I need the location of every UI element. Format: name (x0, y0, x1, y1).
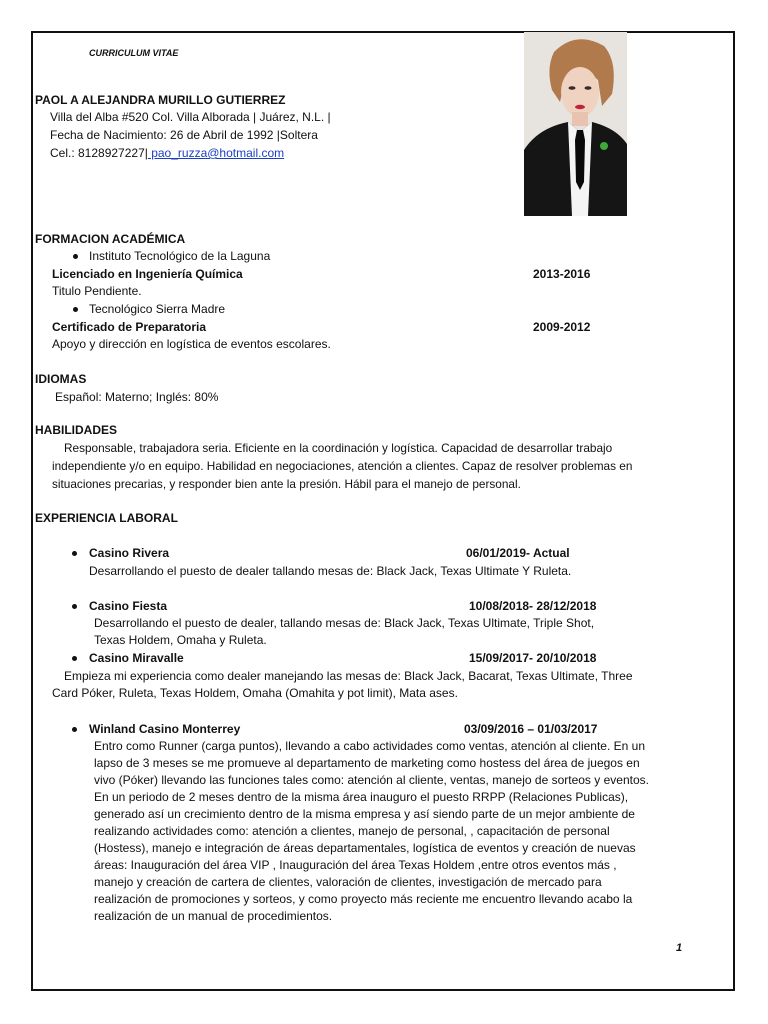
birth-line: Fecha de Nacimiento: 26 de Abril de 1992 |Soltera (50, 128, 318, 142)
job-description: realizando actividades como: atención a clientes, manejo de personal, , capacitación de personal (94, 824, 610, 838)
candidate-name: PAOL A ALEJANDRA MURILLO GUTIERREZ (35, 93, 286, 107)
degree-title: Certificado de Preparatoria (52, 320, 207, 334)
degree-note: Apoyo y dirección en logística de eventos escolares. (52, 337, 331, 351)
job-description: Desarrollando el puesto de dealer, tallando mesas de: Black Jack, Texas Ultimate, Triple Shot, (94, 616, 595, 630)
bullet-icon (72, 604, 77, 609)
languages-text: Español: Materno; Inglés: 80% (55, 390, 219, 404)
languages-heading: IDIOMAS (35, 372, 87, 386)
page-number: 1 (676, 942, 683, 954)
job-description: En un periodo de 2 meses dentro de la misma área inauguro el puesto RRPP (Relaciones Publicas), (94, 790, 629, 804)
degree-title: Licenciado en Ingeniería Química (52, 267, 243, 281)
bullet-icon (73, 254, 78, 259)
skills-line: independiente y/o en equipo. Habilidad en negociaciones, atención a clientes. Capaz de resolver problemas en (52, 459, 633, 473)
job-description: generado así un crecimiento dentro de la misma empresa y así siendo parte de un mejor ambiente de (94, 807, 635, 821)
job-description: lapso de 3 meses se me promueve al departamento de marketing como hostess del área de juegos en (94, 756, 640, 770)
contact-line (50, 145, 284, 162)
bullet-icon (72, 551, 77, 556)
bullet-icon (72, 727, 77, 732)
job-description: vivo (Póker) llevando las funciones tales como: atención al cliente, ventas, manejo de sorteos y eventos. (94, 773, 649, 787)
job-description: Empieza mi experiencia como dealer manejando las mesas de: Black Jack, Bacarat, Texas Ultimate, Three (64, 669, 633, 683)
email-link[interactable]: pao_ruzza@hotmail.com (147, 146, 285, 160)
job-dates: 03/09/2016 – 01/03/2017 (464, 722, 598, 736)
school-name: Instituto Tecnológico de la Laguna (89, 249, 271, 263)
degree-note: Titulo Pendiente. (52, 284, 142, 298)
job-description: Texas Holdem, Omaha y Ruleta. (94, 633, 267, 647)
job-company: Casino Rivera (89, 546, 170, 560)
experience-heading: EXPERIENCIA LABORAL (35, 511, 178, 525)
address-line: Villa del Alba #520 Col. Villa Alborada | Juárez, N.L. | (50, 110, 331, 124)
job-description: Card Póker, Ruleta, Texas Holdem, Omaha (Omahita y pot limit), Mata ases. (52, 686, 458, 700)
job-description: (Hostess), manejo e integración de áreas departamentales, logística de eventos y creación de nuevas (94, 841, 636, 855)
job-description: realización de un manual de procedimientos. (94, 909, 333, 923)
profile-photo (524, 32, 627, 216)
portrait-illustration (524, 32, 627, 216)
job-description: Entro como Runner (carga puntos), llevando a cabo actividades como ventas, atención al cliente. En un (94, 739, 645, 753)
job-description: manejo y creación de cartera de clientes, valoración de clientes, investigación de mercado para (94, 875, 602, 889)
bullet-icon (72, 656, 77, 661)
job-description: Desarrollando el puesto de dealer tallando mesas de: Black Jack, Texas Ultimate Y Ruleta. (89, 564, 572, 578)
phone-number: Cel.: 8128927227| (50, 146, 148, 160)
skills-line: situaciones precarias, y responder bien ante la presión. Hábil para el manejo de personal. (52, 477, 521, 491)
skills-line: Responsable, trabajadora seria. Eficiente en la coordinación y logística. Capacidad de desarrollar trabajo (64, 441, 613, 455)
job-company: Casino Miravalle (89, 651, 184, 665)
job-dates: 15/09/2017- 20/10/2018 (469, 651, 597, 665)
bullet-icon (73, 307, 78, 312)
job-description: realización de promociones y sorteos, y como proyecto más reciente me encuentro llevando acabo la (94, 892, 633, 906)
degree-years: 2013-2016 (533, 267, 591, 281)
degree-years: 2009-2012 (533, 320, 591, 334)
school-name: Tecnológico Sierra Madre (89, 302, 226, 316)
job-company: Casino Fiesta (89, 599, 168, 613)
job-dates: 06/01/2019- Actual (466, 546, 570, 560)
job-company: Winland Casino Monterrey (89, 722, 241, 736)
education-heading: FORMACION ACADÉMICA (35, 232, 186, 246)
document-title: CURRICULUM VITAE (89, 48, 179, 58)
job-description: áreas: Inauguración del área VIP , Inauguración del área Texas Holdem ,entre otros eventos más , (94, 858, 617, 872)
skills-heading: HABILIDADES (35, 423, 118, 437)
job-dates: 10/08/2018- 28/12/2018 (469, 599, 597, 613)
